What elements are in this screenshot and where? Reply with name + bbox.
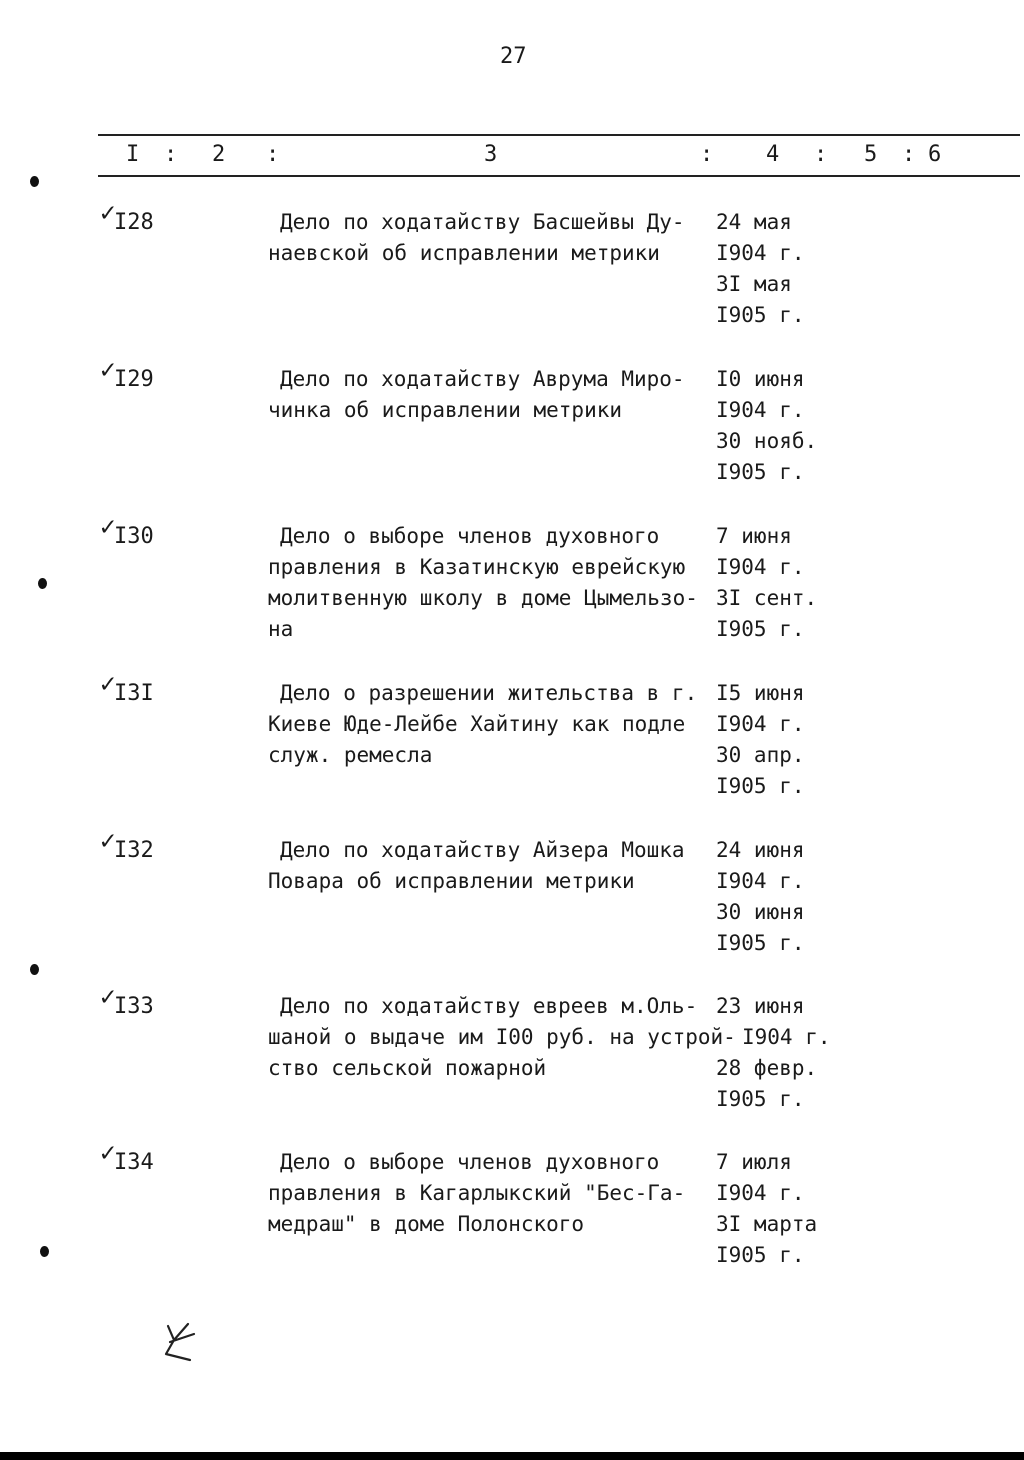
header-bottom-rule [98, 175, 1020, 177]
entry-date-line: I904 г. [716, 869, 805, 893]
entry-title-line: Дело о выборе членов духовного [280, 524, 660, 548]
header-col-5: 5 [864, 142, 878, 167]
entry-date-line: 24 мая [716, 210, 792, 234]
check-mark-icon: ✓ [100, 826, 116, 856]
entry-date-line: 30 апр. [716, 743, 805, 767]
handwritten-mark-icon [160, 1320, 200, 1370]
header-col-3: 3 [484, 142, 498, 167]
header-col-6: 6 [928, 142, 942, 167]
entry-title-line: Киеве Юде-Лейбе Хайтину как подле [268, 712, 686, 736]
header-col-4: 4 [766, 142, 780, 167]
entry-title-line: Повара об исправлении метрики [268, 869, 635, 893]
entry-date-line: 3I мая [716, 272, 792, 296]
entry-title-line: правления в Кагарлыкский "Бес-Га- [268, 1181, 686, 1205]
entry-date-line: I905 г. [716, 303, 805, 327]
entry-date-line: I904 г. [716, 555, 805, 579]
header-sep-4: : [814, 142, 828, 167]
entry-date-line: I904 г. [742, 1025, 831, 1049]
entry-title-line: правления в Казатинскую еврейскую [268, 555, 686, 579]
check-mark-icon: ✓ [100, 512, 116, 542]
entry-title-line: наевской об исправлении метрики [268, 241, 660, 265]
entry-date-line: I905 г. [716, 1243, 805, 1267]
entry-date-line: 30 нояб. [716, 429, 818, 453]
entry-title-line: Дело по ходатайству Айзера Мошка [280, 838, 685, 862]
entry-date-line: 3I сент. [716, 586, 818, 610]
entry-title-line: Дело по ходатайству евреев м.Оль- [280, 994, 698, 1018]
entry-title-line: служ. ремесла [268, 743, 433, 767]
check-mark-icon: ✓ [100, 982, 116, 1012]
scan-edge [0, 1452, 1024, 1460]
entry-date-line: I904 г. [716, 712, 805, 736]
entry-date-line: I905 г. [716, 931, 805, 955]
binder-hole-mark [38, 578, 47, 589]
table-row [0, 826, 1024, 988]
entry-date-line: I0 июня [716, 367, 805, 391]
header-sep-2: : [266, 142, 280, 167]
entry-number: I3I [114, 681, 154, 706]
entry-date-line: I904 г. [716, 398, 805, 422]
header-sep-3: : [700, 142, 714, 167]
entry-number: I29 [114, 367, 154, 392]
entry-date-line: 23 июня [716, 994, 805, 1018]
entry-date-line: I905 г. [716, 617, 805, 641]
entry-title-line: Дело по ходатайству Басшейвы Ду- [280, 210, 685, 234]
header-col-2: 2 [212, 142, 226, 167]
entry-title-line: молитвенную школу в доме Цымельзо- [268, 586, 698, 610]
check-mark-icon: ✓ [100, 355, 116, 385]
header-top-rule [98, 134, 1020, 136]
entry-date-line: I904 г. [716, 241, 805, 265]
entry-date-line: I904 г. [716, 1181, 805, 1205]
entry-date-line: 3I марта [716, 1212, 818, 1236]
page-number: 27 [500, 44, 527, 69]
entry-number: I34 [114, 1150, 154, 1175]
entry-number: I30 [114, 524, 154, 549]
entry-title-line: Дело о выборе членов духовного [280, 1150, 660, 1174]
entry-title-line: шаной о выдаче им I00 руб. на устрой- [268, 1025, 736, 1049]
entry-date-line: I5 июня [716, 681, 805, 705]
check-mark-icon: ✓ [100, 669, 116, 699]
check-mark-icon: ✓ [100, 1138, 116, 1168]
table-row [0, 198, 1024, 360]
header-col-1: I [126, 142, 140, 167]
binder-hole-mark [30, 176, 39, 187]
entry-title-line: Дело по ходатайству Аврума Миро- [280, 367, 685, 391]
table-row [0, 982, 1024, 1144]
table-row [0, 1138, 1024, 1300]
entry-date-line: 7 июля [716, 1150, 792, 1174]
entry-number: I32 [114, 838, 154, 863]
header-sep-5: : [902, 142, 916, 167]
binder-hole-mark [40, 1246, 49, 1257]
table-row [0, 669, 1024, 831]
entry-date-line: I905 г. [716, 774, 805, 798]
entry-number: I28 [114, 210, 154, 235]
check-mark-icon: ✓ [100, 198, 116, 228]
entry-date-line: 30 июня [716, 900, 805, 924]
entry-title-line: Дело о разрешении жительства в г. [280, 681, 698, 705]
binder-hole-mark [30, 964, 39, 975]
entry-title-line: ство сельской пожарной [268, 1056, 547, 1080]
entry-date-line: 28 февр. [716, 1056, 818, 1080]
table-row [0, 512, 1024, 674]
entry-title-line: на [268, 617, 294, 641]
entry-number: I33 [114, 994, 154, 1019]
entry-date-line: I905 г. [716, 1087, 805, 1111]
entry-date-line: 7 июня [716, 524, 792, 548]
header-sep-1: : [164, 142, 178, 167]
table-row [0, 355, 1024, 517]
entry-date-line: 24 июня [716, 838, 805, 862]
entry-date-line: I905 г. [716, 460, 805, 484]
entry-title-line: медраш" в доме Полонского [268, 1212, 585, 1236]
entry-title-line: чинка об исправлении метрики [268, 398, 623, 422]
